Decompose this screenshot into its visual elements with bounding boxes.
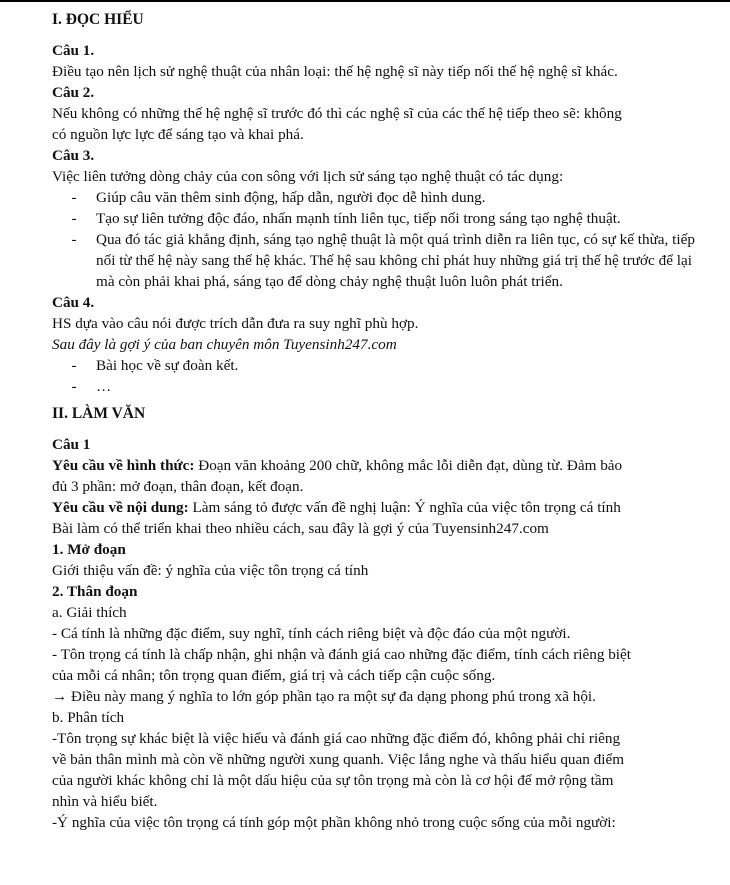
bullet-text: Qua đó tác giả khẳng định, sáng tạo nghệ thuật là một quá trình diễn ra liên tục, có sự kế thừa, tiếp nối từ thế hệ này sang thế hệ khác. Thế hệ sau không chỉ phát huy những giá trị thế hệ trước để lại mà còn phải khai phá, sáng tạo để dòng chảy nghệ thuật luôn luôn phát triển.	[96, 231, 695, 290]
form-requirement-line-1	[52, 455, 712, 476]
content-requirement-text: Làm sáng tỏ được vấn đề nghị luận: Ý nghĩa của việc tôn trọng cá tính	[188, 499, 621, 516]
opening-heading: 1. Mở đoạn	[52, 541, 126, 558]
analysis-line: -Ý nghĩa của việc tôn trọng cá tính góp một phần không nhỏ trong cuộc sống của mỗi người:	[52, 814, 616, 831]
content-requirement-line-1	[52, 497, 712, 518]
bullet-text: Giúp câu văn thêm sinh động, hấp dẫn, người đọc dễ hình dung.	[96, 189, 486, 206]
form-requirement-line-2: đủ 3 phần: mở đoạn, thân đoạn, kết đoạn.	[52, 478, 304, 495]
question-2-answer-line-1: Nếu không có những thế hệ nghệ sĩ trước đó thì các nghệ sĩ của các thế hệ tiếp theo sẽ: không	[52, 105, 622, 122]
explanation-line: của mỗi cá nhân; tôn trọng quan điểm, giá trị và cách tiếp cận cuộc sống.	[52, 667, 496, 684]
question-3-bullet	[52, 187, 712, 208]
opening-text: Giới thiệu vấn đề: ý nghĩa của việc tôn trọng cá tính	[52, 562, 369, 579]
dash-bullet-icon: -	[71, 189, 77, 206]
analysis-line: của người khác không chỉ là một dấu hiệu của sự tôn trọng mà còn là cơ hội để mở rộng tầm	[52, 772, 614, 789]
question-4-note: Sau đây là gợi ý của ban chuyên môn Tuyensinh247.com	[52, 336, 397, 353]
analysis-heading: b. Phân tích	[52, 709, 125, 726]
question-4-bullet	[52, 355, 712, 376]
question-4-bullet	[52, 376, 712, 397]
explanation-line: - Cá tính là những đặc điểm, suy nghĩ, tính cách riêng biệt và độc đáo của một người.	[52, 625, 571, 642]
question-2-answer-line-2: có nguồn lực lực để sáng tạo và khai phá.	[52, 126, 304, 143]
question-3-intro: Việc liên tưởng dòng chảy của con sông với lịch sử sáng tạo nghệ thuật có tác dụng:	[52, 168, 564, 185]
explanation-conclusion: → Điều này mang ý nghĩa to lớn góp phần tạo ra một sự đa dạng phong phú trong xã hội.	[52, 688, 596, 705]
question-1-answer: Điều tạo nên lịch sử nghệ thuật của nhân loại: thế hệ nghệ sĩ này tiếp nối thế hệ nghệ sĩ khác.	[52, 63, 618, 80]
form-requirement-text: Đoạn văn khoảng 200 chữ, không mắc lỗi diễn đạt, dùng từ. Đảm bảo	[194, 457, 623, 474]
dash-bullet-icon: -	[71, 357, 77, 374]
explanation-heading: a. Giải thích	[52, 604, 127, 621]
dash-bullet-icon: -	[71, 210, 77, 227]
analysis-line: về bản thân mình mà còn về những người xung quanh. Việc lắng nghe và thấu hiểu quan điểm	[52, 751, 625, 768]
essay-1-label: Câu 1	[52, 436, 91, 453]
section-1-title: I. ĐỌC HIỂU	[52, 11, 144, 28]
question-1-label: Câu 1.	[52, 42, 95, 59]
question-3-label: Câu 3.	[52, 147, 95, 164]
top-divider	[0, 0, 730, 2]
bullet-text: Tạo sự liên tưởng độc đáo, nhấn mạnh tính liên tục, tiếp nối trong sáng tạo nghệ thuật.	[96, 210, 621, 227]
question-2-label: Câu 2.	[52, 84, 95, 101]
bullet-text: …	[96, 378, 112, 395]
dash-bullet-icon: -	[71, 378, 77, 395]
body-heading: 2. Thân đoạn	[52, 583, 138, 600]
analysis-line: nhìn và hiểu biết.	[52, 793, 158, 810]
section-2-title: II. LÀM VĂN	[52, 405, 146, 422]
form-requirement-label: Yêu cầu về hình thức:	[52, 457, 195, 474]
question-3-bullet	[52, 208, 712, 229]
dash-bullet-icon: -	[71, 231, 77, 248]
content-requirement-line-2: Bài làm có thể triển khai theo nhiều cách, sau đây là gợi ý của Tuyensinh247.com	[52, 520, 549, 537]
analysis-line: -Tôn trọng sự khác biệt là việc hiểu và đánh giá cao những đặc điểm đó, không phải chỉ riêng	[52, 730, 621, 747]
question-4-label: Câu 4.	[52, 294, 95, 311]
question-4-answer: HS dựa vào câu nói được trích dẫn đưa ra suy nghĩ phù hợp.	[52, 315, 419, 332]
content-requirement-label: Yêu cầu về nội dung:	[52, 499, 189, 516]
question-3-bullet	[52, 229, 712, 292]
bullet-text: Bài học về sự đoàn kết.	[96, 357, 239, 374]
document-body	[52, 9, 712, 833]
explanation-line: - Tôn trọng cá tính là chấp nhận, ghi nhận và đánh giá cao những đặc điểm, tính cách riêng biệt	[52, 646, 631, 663]
